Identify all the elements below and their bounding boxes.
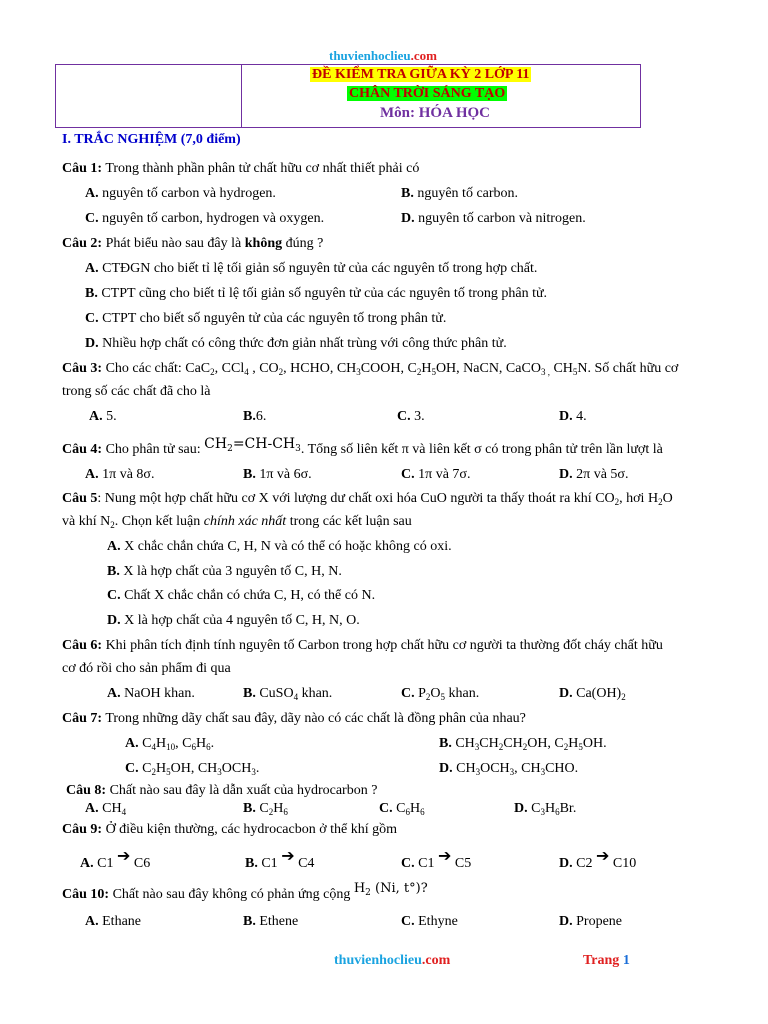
- q8-option-c: C. $C_6H_6$: [379, 801, 425, 817]
- question-6-line2: cơ đó rồi cho sản phẩm đi qua: [62, 661, 231, 676]
- q5-option-c: C. Chất X chắc chắn có chứa C, H, có thể có N.: [107, 588, 376, 603]
- q7-option-a: A. $C_4H_{10}$, $C_6H_6$.: [125, 736, 215, 752]
- propene-formula: $CH_2=CH-CH_3$: [204, 436, 301, 454]
- right-arrow-icon: ➔: [281, 848, 295, 865]
- site-watermark-footer: thuvienhoclieu.com: [334, 953, 451, 968]
- exam-title-line2: CHÂN TRỜI SÁNG TẠO: [349, 86, 506, 101]
- question-9: Câu 9: Ở điều kiện thường, các hydrocacbon ở thể khí gồm: [62, 822, 397, 837]
- site-domain: .com: [410, 48, 437, 63]
- q5-option-d: D. X là hợp chất của 4 nguyên tố C, H, N, O.: [107, 613, 360, 628]
- header-table: [55, 64, 641, 128]
- site-name: thuvienhoclieu: [329, 48, 411, 63]
- q9-option-d: D. C2 ➔ C10: [559, 848, 637, 871]
- q10-option-c: C. Ethyne: [401, 914, 458, 929]
- header-divider: [241, 65, 242, 127]
- q8-option-b: B. $C_2H_6$: [243, 801, 288, 817]
- right-arrow-icon: ➔: [116, 848, 131, 865]
- q6-option-c: C. $P_2O_5$ khan.: [401, 686, 480, 702]
- q10-option-a: A. Ethane: [85, 914, 141, 929]
- q1-option-a: A. nguyên tố carbon và hydrogen.: [85, 186, 276, 201]
- q9-option-c: C. C1 ➔ C5: [401, 848, 472, 871]
- q4-option-b: B. 1π và 6σ.: [243, 467, 312, 482]
- question-5: Câu 5: Nung một hợp chất hữu cơ X với lượng dư chất oxi hóa CuO người ta thấy thoát ra khí $CO_2$, hơi $H_2O$: [62, 491, 673, 507]
- q10-option-d: D. Propene: [559, 914, 623, 929]
- q10-option-b: B. Ethene: [243, 914, 299, 929]
- q2-option-b: B. CTPT cũng cho biết tỉ lệ tối giản số nguyên tử của các nguyên tố trong phân tử.: [85, 286, 548, 301]
- question-3: Câu 3: Cho các chất: CaC$_2$, CCl$_4$ , $CO_2$, HCHO, $CH_3COOH$, $C_2H_5OH$, NaCN, CaCO$_{3 ,}$ $CH_5N$. Số chất hữu cơ: [62, 361, 679, 377]
- question-8: Câu 8: Chất nào sau đây là dẫn xuất của hydrocarbon ?: [66, 783, 378, 798]
- q8-option-a: A. $CH_4$: [85, 801, 127, 817]
- q8-option-d: D. $C_3H_6Br$.: [514, 801, 577, 817]
- q6-option-d: D. $Ca(OH)_2$: [559, 686, 626, 702]
- q1-option-c: C. nguyên tố carbon, hydrogen và oxygen.: [85, 211, 325, 226]
- h2-catalyst-formula: $H_2$ (Ni, t°)?: [353, 881, 428, 898]
- q3-option-a: A. 5.: [89, 409, 117, 424]
- q4-option-d: D. 2π và 5σ.: [559, 467, 629, 482]
- q5-option-b: B. X là hợp chất của 3 nguyên tố C, H, N.: [107, 564, 342, 579]
- q3-option-d: D. 4.: [559, 409, 587, 424]
- q7-option-b: B. $CH_3CH_2CH_2OH$, $C_2H_5OH$.: [439, 736, 607, 752]
- q2-option-a: A. CTĐGN cho biết tỉ lệ tối giản số nguyên tử của các nguyên tố trong hợp chất.: [85, 261, 538, 276]
- question-7: Câu 7: Trong những dãy chất sau đây, dãy nào có các chất là đồng phân của nhau?: [62, 711, 526, 726]
- q4-option-a: A. 1π và 8σ.: [85, 467, 155, 482]
- question-10: Câu 10: Chất nào sau đây không có phản ứng cộng $H_2$ (Ni, t°)?: [62, 881, 428, 902]
- q1-option-d: D. nguyên tố carbon và nitrogen.: [401, 211, 586, 226]
- question-5-line2: và khí $N_2$. Chọn kết luận chính xác nhất trong các kết luận sau: [62, 514, 412, 530]
- q3-option-b: B.6.: [243, 409, 267, 424]
- section-title: I. TRẮC NGHIỆM (7,0 điểm): [62, 132, 241, 147]
- question-3-line2: trong số các chất đã cho là: [62, 384, 211, 399]
- question-4: Câu 4: Cho phân tử sau: $CH_2=CH-CH_3$. Tổng số liên kết π và liên kết σ có trong phân tử trên lần lượt là: [62, 436, 663, 457]
- question-2: Câu 2: Phát biểu nào sau đây là không đúng ?: [62, 236, 324, 251]
- q5-option-a: A. X chắc chắn chứa C, H, N và có thể có hoặc không có oxi.: [107, 539, 452, 554]
- page-number: Trang 1: [583, 953, 630, 968]
- q9-option-a: A. C1 ➔ C6: [80, 848, 151, 871]
- question-1: Câu 1: Trong thành phần phân tử chất hữu cơ nhất thiết phải có: [62, 161, 420, 176]
- q3-option-c: C. 3.: [397, 409, 425, 424]
- q1-option-b: B. nguyên tố carbon.: [401, 186, 519, 201]
- q9-option-b: B. C1 ➔ C4: [245, 848, 315, 871]
- q7-option-c: C. $C_2H_5OH$, $CH_3OCH_3$.: [125, 761, 260, 777]
- q7-option-d: D. $CH_3OCH_3$, $CH_3CHO$.: [439, 761, 579, 777]
- right-arrow-icon: ➔: [437, 848, 452, 865]
- q2-option-c: C. CTPT cho biết số nguyên tử của các nguyên tố trong phân tử.: [85, 311, 447, 326]
- q6-option-b: B. CuSO$_4$ khan.: [243, 686, 333, 702]
- q2-option-d: D. Nhiều hợp chất có công thức đơn giản nhất trùng với công thức phân tử.: [85, 336, 507, 351]
- question-6: Câu 6: Khi phân tích định tính nguyên tố Carbon trong hợp chất hữu cơ người ta thường đốt cháy chất hữu: [62, 638, 663, 653]
- exam-title-line1: ĐỀ KIỂM TRA GIỮA KỲ 2 LỚP 11: [312, 67, 530, 82]
- right-arrow-icon: ➔: [595, 848, 610, 865]
- site-watermark-top: [329, 48, 437, 64]
- q4-option-c: C. 1π và 7σ.: [401, 467, 471, 482]
- q6-option-a: A. NaOH khan.: [107, 686, 195, 701]
- subject-title: Môn: HÓA HỌC: [380, 105, 491, 121]
